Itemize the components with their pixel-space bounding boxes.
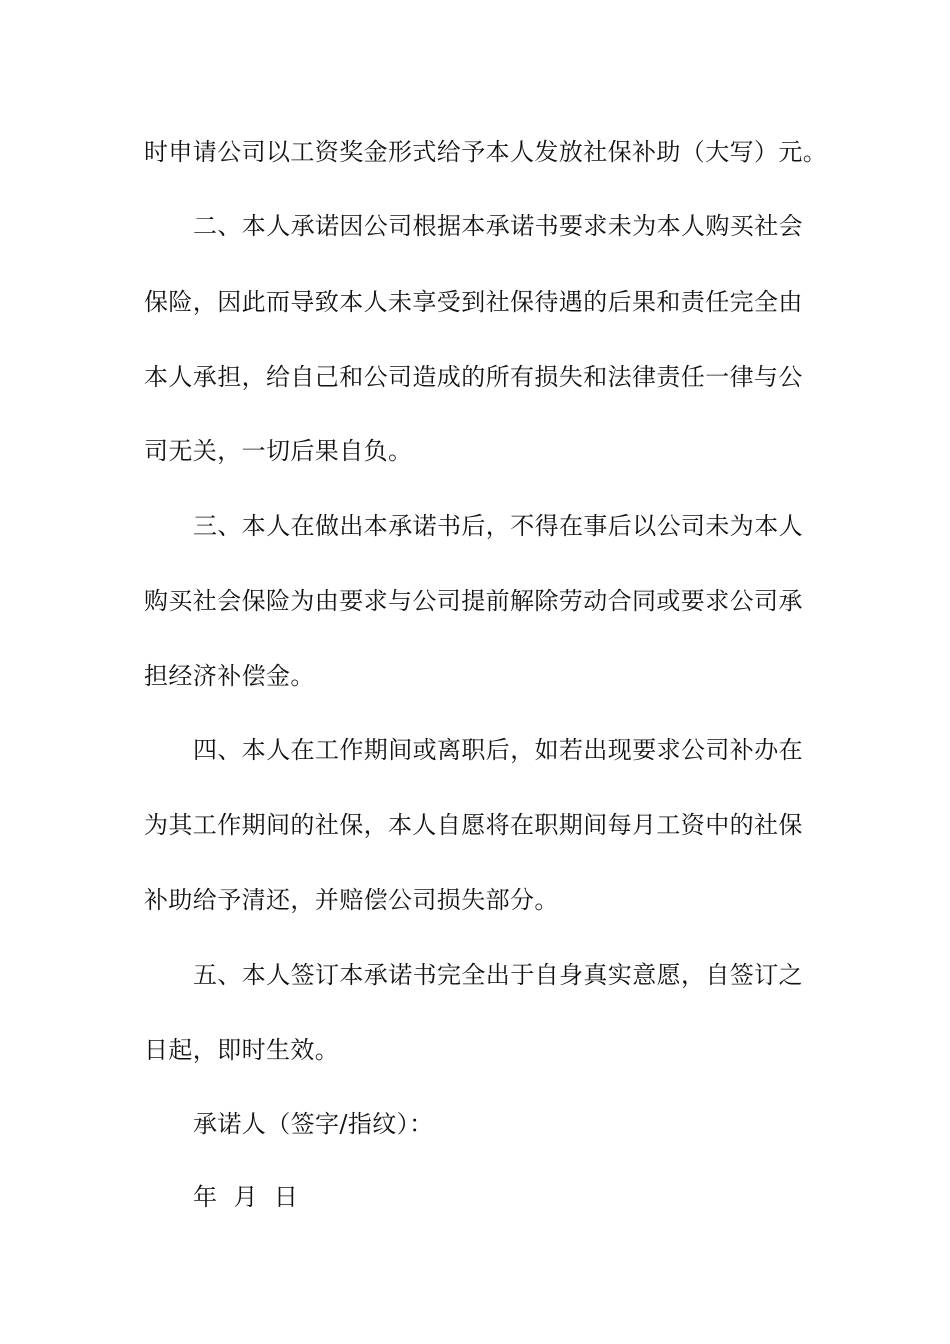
clause-five-line: 五、本人签订本承诺书完全出于自身真实意愿，自签订之 — [193, 961, 803, 989]
paragraph-line: 日起，即时生效。 — [144, 1036, 340, 1064]
paragraph-line: 本人承担，给自己和公司造成的所有损失和法律责任一律与公 — [144, 363, 803, 391]
signature-label: 承诺人（签字/指纹）： — [193, 1110, 434, 1138]
clause-four-line: 四、本人在工作期间或离职后，如若出现要求公司补办在 — [193, 736, 803, 764]
clause-three-line: 三、本人在做出本承诺书后，不得在事后以公司未为本人 — [193, 512, 803, 540]
paragraph-line: 担经济补偿金。 — [144, 662, 315, 690]
paragraph-line: 时申请公司以工资奖金形式给予本人发放社保补助（大写）元。 — [144, 138, 828, 166]
date-label: 年 月 日 — [193, 1183, 299, 1211]
paragraph-line: 为其工作期间的社保，本人自愿将在职期间每月工资中的社保 — [144, 811, 803, 839]
paragraph-line: 司无关，一切后果自负。 — [144, 437, 413, 465]
clause-two-line: 二、本人承诺因公司根据本承诺书要求未为本人购买社会 — [193, 212, 803, 240]
paragraph-line: 保险，因此而导致本人未享受到社保待遇的后果和责任完全由 — [144, 288, 803, 316]
paragraph-line: 补助给予清还，并赔偿公司损失部分。 — [144, 886, 559, 914]
paragraph-line: 购买社会保险为由要求与公司提前解除劳动合同或要求公司承 — [144, 587, 803, 615]
